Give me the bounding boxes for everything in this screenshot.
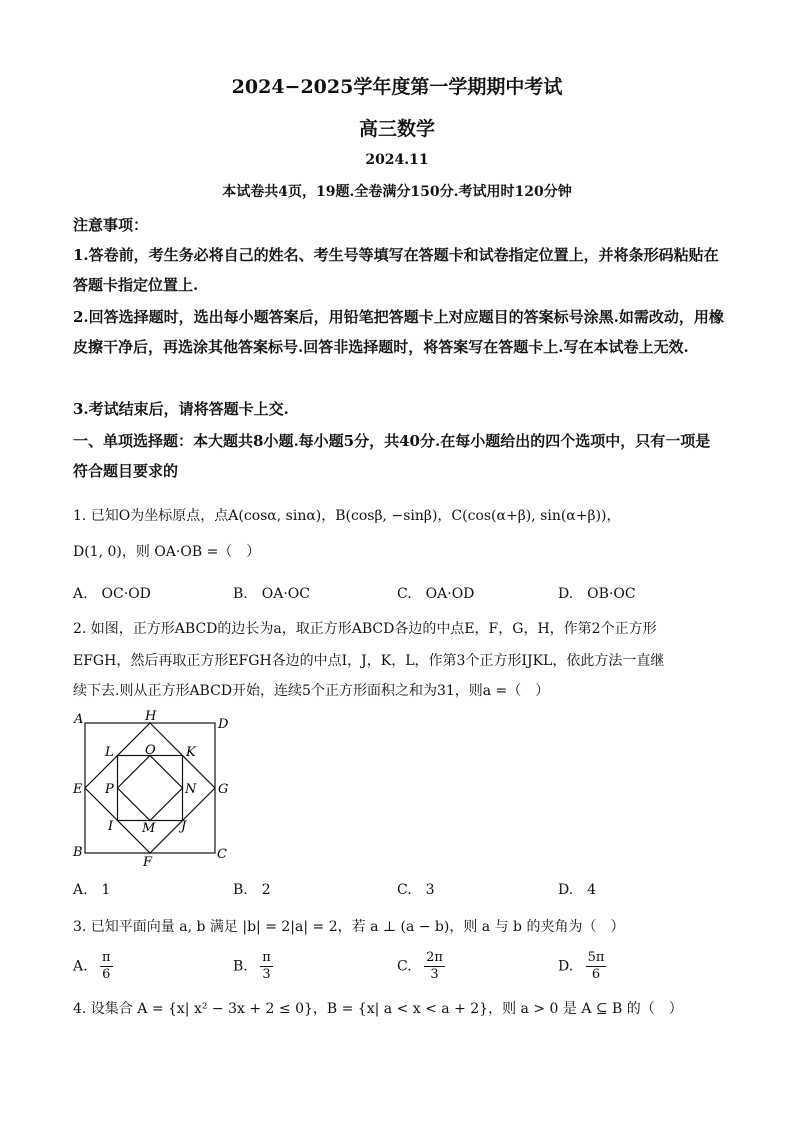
label-f: F: [143, 855, 153, 868]
q3-option-d-denominator: 6: [591, 967, 601, 982]
square-mnop: [118, 756, 183, 821]
question-3-line-1: 3. 已知平面向量 a, b 满足 |b| = 2|a| = 2，若 a ⊥ (a − b)，则 a 与 b 的夹角为（ ）: [73, 919, 625, 935]
q3-option-a: [73, 950, 113, 983]
section-1-heading: 一、单项选择题：本大题共8小题.每小题5分，共40分.在每小题给出的四个选项中，只有一项是符合题目要求的: [73, 432, 711, 480]
q3-option-b-fraction: [260, 950, 273, 983]
label-p: P: [105, 782, 114, 797]
label-e: E: [73, 782, 83, 797]
label-g: G: [218, 782, 229, 797]
label-d: D: [218, 717, 229, 732]
q3-option-b: [233, 950, 273, 983]
label-j: J: [181, 819, 187, 834]
q1-option-a: A. OC·OD: [73, 586, 151, 602]
exam-date: 2024.11: [365, 152, 429, 168]
q1-option-d: D. OB·OC: [558, 586, 636, 602]
q3-option-d-fraction: [586, 950, 607, 983]
q3-option-a-numerator: π: [102, 950, 111, 965]
q2-option-c: C. 3: [397, 882, 435, 898]
question-1-line-1: 1. 已知O为坐标原点，点A(cosα, sinα)，B(cosβ, −sinβ)，C(cos(α+β), sin(α+β))，: [73, 508, 621, 524]
label-o: O: [145, 743, 156, 758]
label-a: A: [74, 712, 84, 727]
label-n: N: [185, 782, 197, 797]
note-item-2: 2.回答选择题时，选出每小题答案后，用铅笔把答题卡上对应题目的答案标号涂黑.如需改动，用橡皮擦干净后，再选涂其他答案标号.回答非选择题时，将答案写在答题卡上.写在本试卷上无效.: [73, 308, 724, 356]
q3-option-a-denominator: 6: [102, 967, 111, 982]
exam-info: 本试卷共4页，19题.全卷满分150分.考试用时120分钟: [222, 184, 572, 200]
question-2-line-1: 2. 如图，正方形ABCD的边长为a，取正方形ABCD各边的中点E，F，G，H，作第2个正方形: [73, 621, 657, 637]
q3-option-c-fraction: [424, 950, 445, 983]
label-h: H: [145, 709, 157, 724]
exam-title: 2024−2025学年度第一学期期中考试: [231, 76, 563, 98]
q3-option-b-label: B.: [233, 958, 248, 975]
label-c: C: [217, 847, 227, 862]
question-4-line-1: 4. 设集合 A = {x| x² − 3x + 2 ≤ 0}，B = {x| a < x < a + 2}，则 a > 0 是 A ⊆ B 的（ ）: [73, 1001, 683, 1017]
q3-option-d: [558, 950, 606, 983]
q3-option-c-numerator: 2π: [426, 950, 443, 965]
q3-option-b-numerator: π: [262, 950, 271, 965]
q1-option-c: C. OA·OD: [397, 586, 475, 602]
q2-option-d: D. 4: [558, 882, 597, 898]
q3-option-a-label: A.: [73, 958, 88, 975]
exam-subject: 高三数学: [358, 118, 435, 140]
q2-option-a: A. 1: [73, 882, 111, 898]
q2-option-b: B. 2: [233, 882, 271, 898]
q3-option-d-label: D.: [558, 958, 574, 975]
q1-option-b: B. OA·OC: [233, 586, 310, 602]
question-1-line-2: D(1, 0)，则 OA·OB =（ ）: [73, 544, 261, 560]
notes-heading: 注意事项：: [73, 216, 149, 234]
q3-option-b-denominator: 3: [262, 967, 271, 982]
label-l: L: [105, 745, 114, 760]
label-i: I: [108, 819, 114, 834]
q3-option-d-numerator: 5π: [587, 950, 605, 965]
q3-option-c-denominator: 3: [430, 967, 439, 982]
q3-option-c: [397, 950, 445, 983]
question-2-line-2: EFGH，然后再取正方形EFGH各边的中点I，J，K，L，作第3个正方形IJKL，依此方法一直继: [73, 653, 665, 669]
note-item-1: 1.答卷前，考生务必将自己的姓名、考生号等填写在答题卡和试卷指定位置上，并将条形码粘贴在答题卡指定位置上.: [73, 246, 719, 294]
nested-squares-figure: [70, 708, 240, 868]
square-ijkl: [118, 756, 183, 821]
q3-option-c-label: C.: [397, 958, 412, 975]
label-m: M: [142, 821, 156, 836]
label-b: B: [73, 845, 83, 860]
note-item-3: 3.考试结束后，请将答题卡上交.: [73, 400, 289, 418]
q3-option-a-fraction: [100, 950, 113, 983]
question-2-line-3: 续下去.则从正方形ABCD开始，连续5个正方形面积之和为31，则a =（ ）: [73, 683, 550, 699]
label-k: K: [186, 745, 196, 760]
